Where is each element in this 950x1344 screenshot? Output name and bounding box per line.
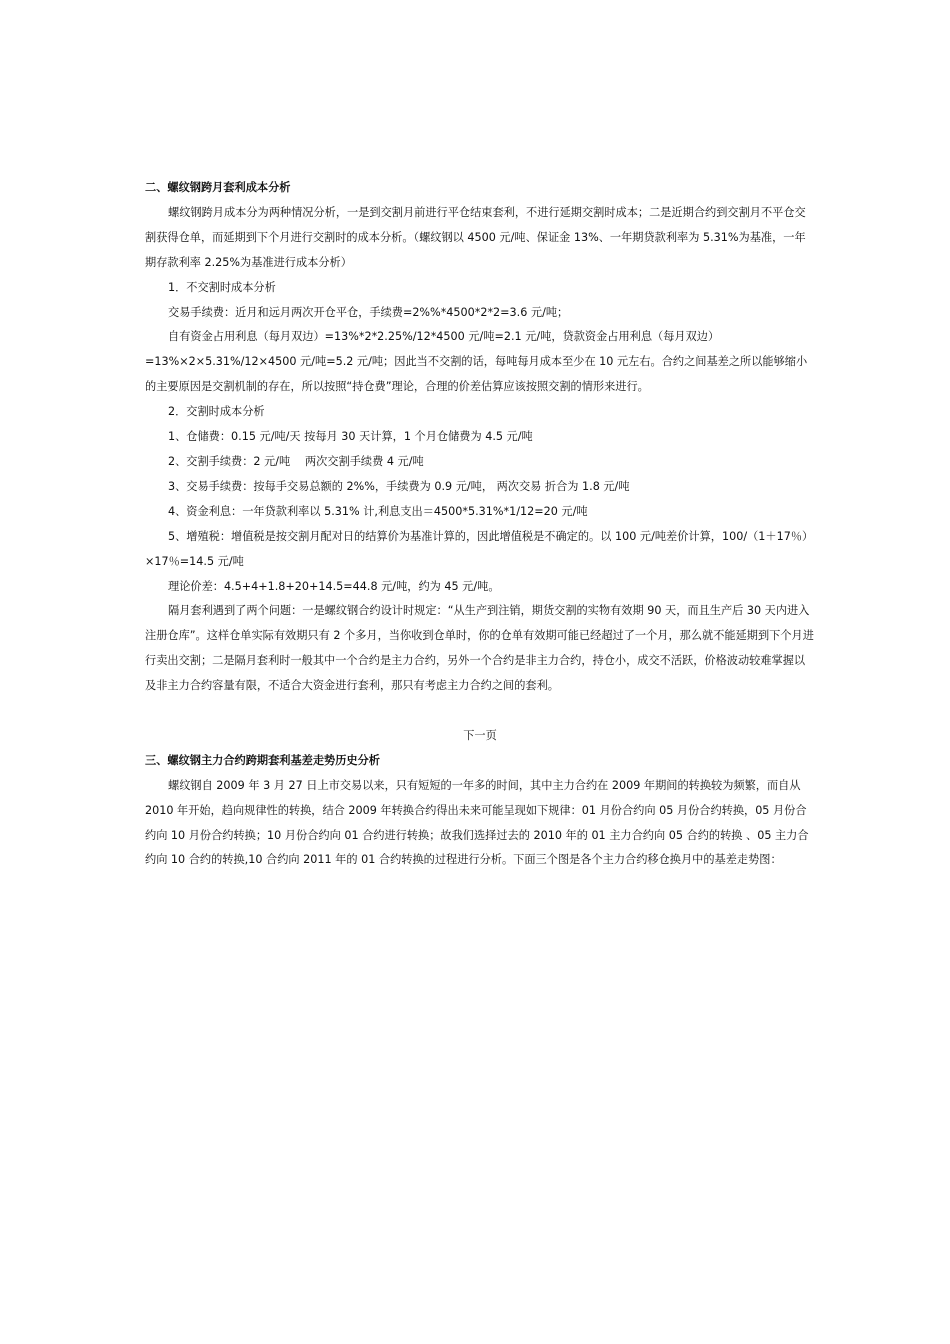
cost-item-1: 1、仓储费：0.15 元/吨/天 按每月 30 天计算，1 个月仓储费为 4.5 元/吨 — [168, 430, 533, 444]
next-page-link[interactable]: 下一页 — [463, 728, 497, 742]
document-body — [145, 176, 815, 873]
theory-spread: 理论价差：4.5+4+1.8+20+14.5=44.8 元/吨，约为 45 元/吨。 — [168, 579, 500, 593]
cost-item-4: 4、资金利息：一年贷款利率以 5.31% 计,利息支出＝4500*5.31%*1/12=20 元/吨 — [168, 504, 588, 518]
problems-paragraph: 隔月套利遇到了两个问题：一是螺纹钢合约设计时规定：“从生产到注销，期货交割的实物有效期 90 天，而且生产后 30 天内进入注册仓库”。这样仓单实际有效期只有 2 个多月，当你收到仓单时，你的仓单有效期可能已经超过了一个月，那么就不能延期到下个月进行卖出交割；二是隔月套利时一般其中一个合约是主力合约，另外一个合约是非主力合约，持仓小，成交不活跃，价格波动较难掌握以及非主力合约容量有限，不适合大资金进行套利，那只有考虑主力合约之间的套利。 — [145, 604, 814, 693]
section2-heading: 二、螺纹钢跨月套利成本分析 — [145, 181, 291, 194]
cost-item-2: 2、交割手续费：2 元/吨 两次交割手续费 4 元/吨 — [168, 454, 424, 468]
sub1-heading: 1．不交割时成本分析 — [168, 280, 276, 294]
blank-line — [145, 699, 815, 724]
sub1-fee: 交易手续费：近月和远月两次开仓平仓，手续费=2%%*4500*2*2=3.6 元/吨； — [168, 305, 569, 319]
section2-intro: 螺纹钢跨月成本分为两种情况分析，一是到交割月前进行平仓结束套利，不进行延期交割时成本；二是近期合约到交割月不平仓交割获得仓单，而延期到下个月进行交割时的成本分析。（螺纹钢以 4500 元/吨、保证金 13%、一年期贷款利率为 5.31%为基准，一年期存款利率 2.25%为基准进行成本分析） — [145, 205, 806, 269]
sub1-interest: 自有资金占用利息（每月双边）=13%*2*2.25%/12*4500 元/吨=2.1 元/吨，贷款资金占用利息（每月双边）=13%×2×5.31%/12×4500 元/吨=5.2 元/吨；因此当不交割的话，每吨每月成本至少在 10 元左右。合约之间基差之所以能够缩小的主要原因是交割机制的存在，所以按照“持仓费”理论，合理的价差估算应该按照交割的情形来进行。 — [145, 330, 808, 394]
cost-item-5: 5、增殖税：增值税是按交割月配对日的结算价为基准计算的，因此增值税是不确定的。以 100 元/吨差价计算，100/（1＋17％）×17％=14.5 元/吨 — [145, 529, 814, 568]
sub2-heading: 2．交割时成本分析 — [168, 405, 265, 419]
section3-body: 螺纹钢自 2009 年 3 月 27 日上市交易以来，只有短短的一年多的时间，其中主力合约在 2009 年期间的转换较为频繁，而自从 2010 年开始，趋向规律性的转换，结合 2009 年转换合约得出未来可能呈现如下规律：01 月份合约向 05 月份合约转换，05 月份合约向 10 月份合约转换；10 月份合约向 01 合约进行转换；故我们选择过去的 2010 年的 01 主力合约向 05 合约的转换 、05 主力合约向 10 合约的转换,10 合约向 2011 年的 01 合约转换的过程进行分析。下面三个图是各个主力合约移仓换月中的基差走势图： — [145, 778, 809, 867]
cost-item-3: 3、交易手续费：按每手交易总额的 2%%，手续费为 0.9 元/吨， 两次交易 折合为 1.8 元/吨 — [168, 479, 630, 493]
section3-heading: 三、螺纹钢主力合约跨期套利基差走势历史分析 — [145, 753, 380, 767]
